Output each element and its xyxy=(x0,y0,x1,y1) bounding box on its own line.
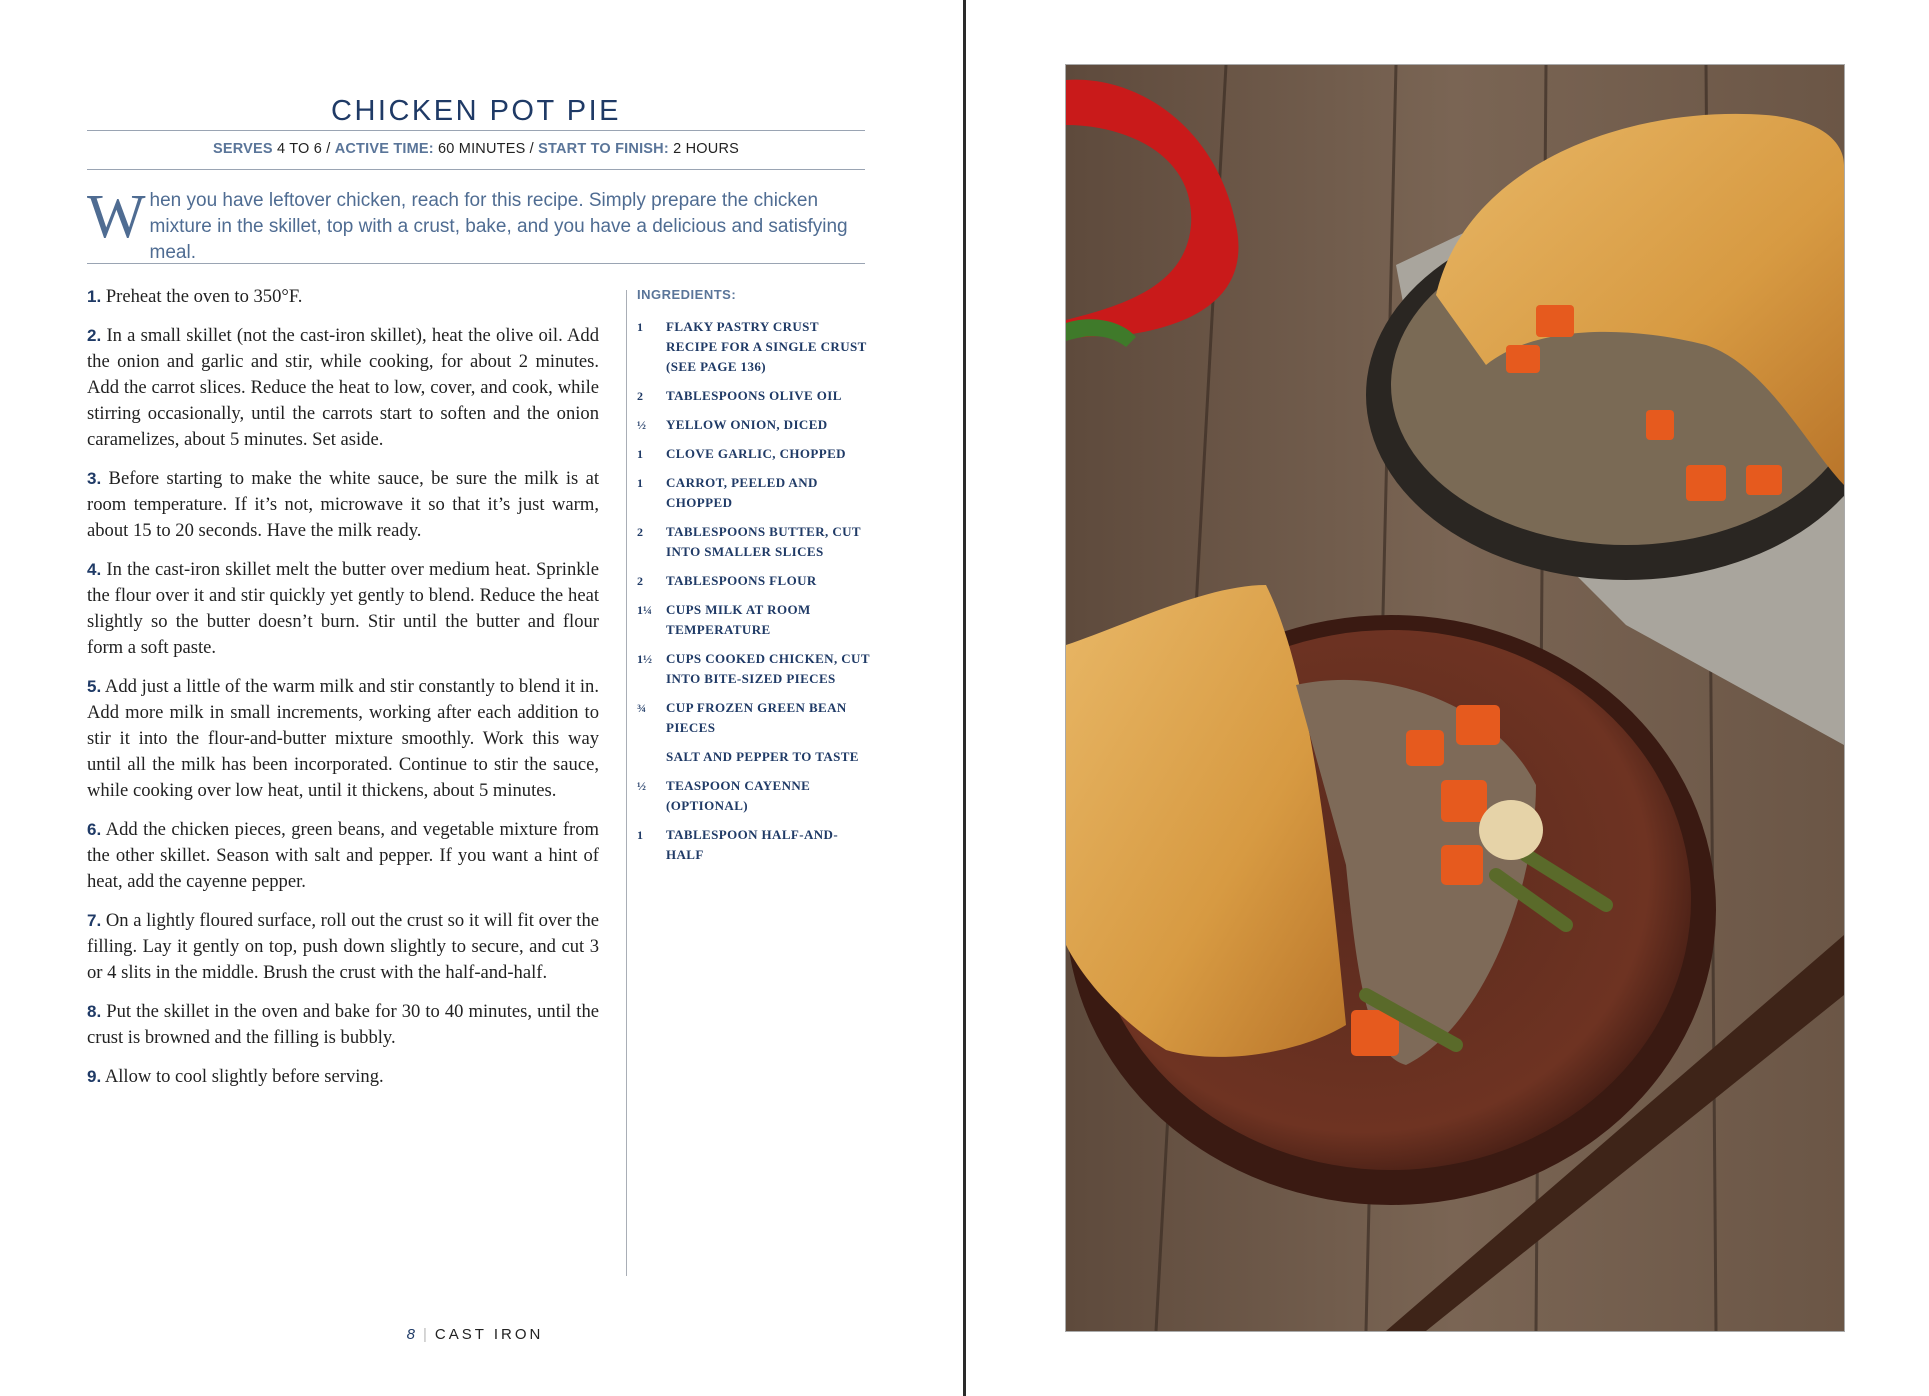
step-number: 6. xyxy=(87,820,102,839)
step-text: In the cast-iron skillet melt the butter over medium heat. Sprinkle the flour over it and stir quickly yet gently to blend. Reduce the heat slightly so the butter doesn’t burn. Stir until the butter and flour form a soft paste. xyxy=(87,559,599,658)
serves-value: 4 TO 6 / xyxy=(277,141,331,157)
ingredient-text: TABLESPOONS BUTTER, CUT INTO SMALLER SLICES xyxy=(666,524,861,559)
ingredient-item xyxy=(637,776,873,816)
ingredient-quantity: 2 xyxy=(637,525,643,539)
ingredient-text: CLOVE GARLIC, CHOPPED xyxy=(666,446,846,461)
meta-rule xyxy=(87,169,865,170)
recipe-step xyxy=(87,999,599,1051)
page-number: 8 xyxy=(406,1326,416,1343)
step-number: 2. xyxy=(87,326,102,345)
recipe-step xyxy=(87,557,599,661)
step-number: 1. xyxy=(87,287,102,306)
recipe-meta xyxy=(87,141,865,157)
recipe-title: CHICKEN POT PIE xyxy=(331,95,621,128)
ingredient-quantity: 1 xyxy=(637,828,643,842)
ingredient-quantity: ½ xyxy=(637,418,646,432)
active-time-label: ACTIVE TIME: xyxy=(334,141,434,157)
intro-rule xyxy=(87,263,865,264)
intro-text: hen you have leftover chicken, reach for this recipe. Simply prepare the chicken mixture in the skillet, top with a crust, bake, and you have a delicious and satisfying meal. xyxy=(149,190,848,263)
ingredient-text: TEASPOON CAYENNE (OPTIONAL) xyxy=(666,778,811,813)
title-rule xyxy=(87,130,865,131)
recipe-step xyxy=(87,908,599,986)
recipe-step xyxy=(87,674,599,804)
ingredient-text: CUP FROZEN GREEN BEAN PIECES xyxy=(666,700,847,735)
ingredient-item xyxy=(637,317,873,377)
ingredient-quantity: ½ xyxy=(637,779,646,793)
step-text: Allow to cool slightly before serving. xyxy=(104,1066,384,1087)
ingredient-item xyxy=(637,571,873,591)
ingredient-quantity: 2 xyxy=(637,389,643,403)
ingredient-quantity: 1 xyxy=(637,447,643,461)
ingredient-item xyxy=(637,747,873,767)
start-to-finish-label: START TO FINISH: xyxy=(538,141,669,157)
step-number: 8. xyxy=(87,1002,102,1021)
ingredient-text: TABLESPOONS OLIVE OIL xyxy=(666,388,842,403)
intro-dropcap: W xyxy=(87,183,146,251)
step-number: 7. xyxy=(87,911,102,930)
ingredient-item xyxy=(637,415,873,435)
ingredient-text: YELLOW ONION, DICED xyxy=(666,417,828,432)
recipe-step xyxy=(87,323,599,453)
recipe-intro xyxy=(87,183,867,266)
step-number: 9. xyxy=(87,1067,102,1086)
ingredient-quantity: 1½ xyxy=(637,652,652,666)
ingredient-quantity: 1 xyxy=(637,320,643,334)
step-text: Put the skillet in the oven and bake for 30 to 40 minutes, until the crust is browned and the filling is bubbly. xyxy=(87,1001,599,1048)
ingredient-item xyxy=(637,473,873,513)
step-number: 5. xyxy=(87,677,102,696)
start-to-finish-value: 2 HOURS xyxy=(673,141,739,157)
recipe-step xyxy=(87,466,599,544)
ingredient-text: CARROT, PEELED AND CHOPPED xyxy=(666,475,818,510)
ingredient-text: CUPS MILK AT ROOM TEMPERATURE xyxy=(666,602,811,637)
book-title: CAST IRON xyxy=(434,1326,544,1343)
ingredient-quantity: ¾ xyxy=(637,701,646,715)
ingredient-text: TABLESPOONS FLOUR xyxy=(666,573,817,588)
ingredient-item xyxy=(637,825,873,865)
steps-list xyxy=(87,284,599,1103)
page-footer xyxy=(0,1326,950,1343)
step-number: 4. xyxy=(87,560,102,579)
ingredient-quantity: 1¼ xyxy=(637,603,652,617)
ingredient-text: TABLESPOON HALF-AND-HALF xyxy=(666,827,839,862)
active-time-value: 60 MINUTES / xyxy=(438,141,534,157)
chicken-pot-pie-photo xyxy=(1065,64,1845,1332)
recipe-step xyxy=(87,1064,599,1090)
column-divider xyxy=(626,290,627,1276)
ingredient-item xyxy=(637,522,873,562)
ingredient-text: SALT AND PEPPER TO TASTE xyxy=(666,749,859,764)
ingredients-list xyxy=(637,317,873,874)
step-text: On a lightly floured surface, roll out the crust so it will fit over the filling. Lay it gently on top, push down slightly to secure, and cut 3 or 4 slits in the middle. Brush the crust with the half-and-half. xyxy=(87,910,599,983)
step-text: Add the chicken pieces, green beans, and vegetable mixture from the other skillet. Season with salt and pepper. If you want a hint of heat, add the cayenne pepper. xyxy=(87,819,600,892)
ingredient-text: CUPS COOKED CHICKEN, CUT INTO BITE-SIZED PIECES xyxy=(666,651,870,686)
step-text: In a small skillet (not the cast-iron skillet), heat the olive oil. Add the onion and garlic and stir, while cooking, for about 2 minutes. Add the carrot slices. Reduce the heat to low, cover, and cook, while stirring occasionally, until the carrots start to soften and the onion caramelizes, about 5 minutes. Set aside. xyxy=(87,325,599,450)
ingredient-text: FLAKY PASTRY CRUST RECIPE FOR A SINGLE CRUST (SEE PAGE 136) xyxy=(666,319,867,374)
ingredient-item xyxy=(637,649,873,689)
ingredient-item xyxy=(637,444,873,464)
step-text: Before starting to make the white sauce, be sure the milk is at room temperature. If it’s not, microwave it so that it’s just warm, about 15 to 20 seconds. Have the milk ready. xyxy=(87,468,599,541)
pearl-onion xyxy=(1479,800,1543,860)
footer-divider: | xyxy=(423,1326,427,1343)
ingredient-quantity xyxy=(637,747,666,767)
ingredients-title: INGREDIENTS: xyxy=(637,287,737,302)
ingredient-item xyxy=(637,600,873,640)
step-text: Add just a little of the warm milk and stir constantly to blend it in. Add more milk in small increments, working after each addition to stir it into the flour-and-butter mixture smoothly. Work this way until all the milk has been incorporated. Continue to stir the sauce, while cooking over low heat, until it thickens, about 5 minutes. xyxy=(87,676,600,801)
step-text: Preheat the oven to 350°F. xyxy=(105,286,303,307)
recipe-step xyxy=(87,817,599,895)
step-number: 3. xyxy=(87,469,102,488)
serves-label: SERVES xyxy=(213,141,273,157)
ingredient-quantity: 1 xyxy=(637,476,643,490)
ingredient-item xyxy=(637,386,873,406)
ingredient-quantity: 2 xyxy=(637,574,643,588)
ingredient-item xyxy=(637,698,873,738)
recipe-step xyxy=(87,284,599,310)
